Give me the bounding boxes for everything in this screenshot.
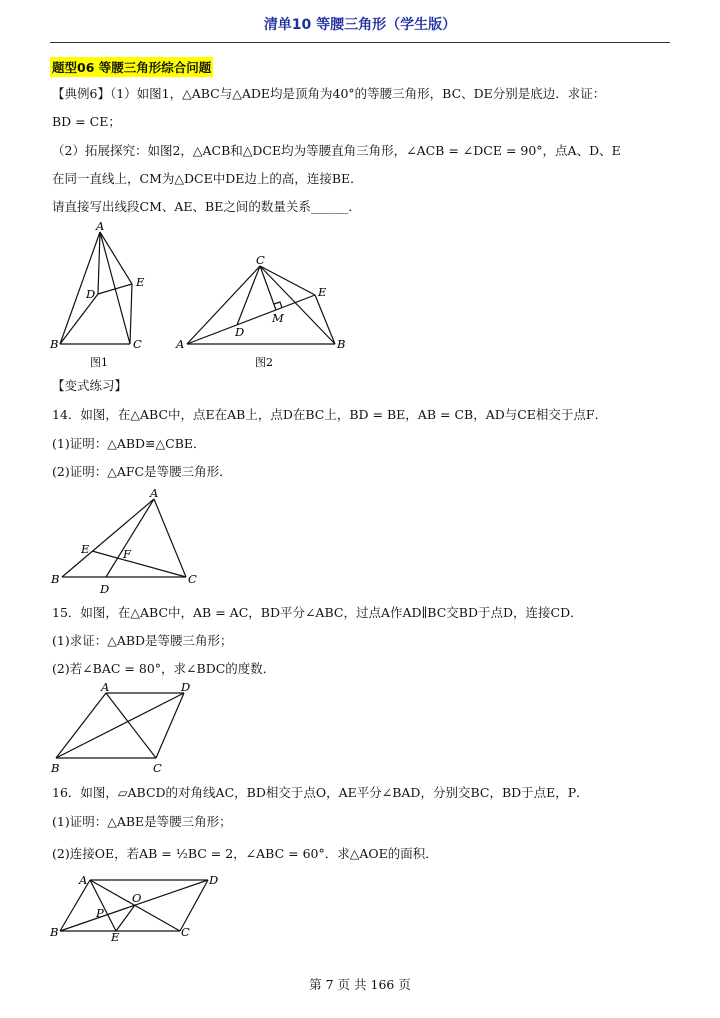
label-B: B	[51, 761, 60, 775]
edge-AB	[62, 499, 154, 577]
q15-part-2: (2)若∠BAC = 80°，求∠BDC的度数．	[52, 661, 276, 676]
label-E: E	[136, 275, 145, 289]
header-divider	[50, 42, 670, 43]
figure-1	[50, 220, 160, 370]
q15-part-1: (1)求证：△ABD是等腰三角形；	[52, 633, 233, 648]
label-E: E	[318, 285, 327, 299]
edge-AC	[154, 499, 186, 577]
label-D: D	[181, 680, 191, 694]
q16-stem: 16．如图，▱ABCD的对角线AC，BD相交于点O，AE平分∠BAD，分别交BC，BD于点E，P．	[52, 785, 589, 800]
example-text-1: （1）如图1，△ABC与△ADE均是顶角为40°的等腰三角形，BC、DE分别是底边．求证：	[109, 86, 606, 101]
label-D: D	[86, 287, 96, 301]
edge-DE	[98, 284, 132, 294]
edge-BD	[56, 693, 184, 758]
edge-AB	[56, 693, 106, 758]
example-label: 【典例6】	[52, 86, 110, 101]
edge-AC	[100, 232, 130, 344]
q15-figure	[50, 682, 210, 774]
edge-BD	[60, 294, 98, 344]
edge-AD	[106, 499, 154, 577]
example-line-5: 请直接写出线段CM、AE、BE之间的数量关系______．	[52, 199, 361, 214]
label-P: P	[96, 906, 104, 920]
page-header-title: 清单10 等腰三角形（学生版）	[263, 17, 457, 33]
label-O: O	[132, 891, 142, 905]
label-A: A	[79, 873, 88, 887]
edge-EB	[315, 295, 335, 344]
label-F: F	[123, 547, 131, 561]
label-B: B	[50, 337, 59, 351]
q15-stem: 15．如图，在△ABC中，AB = AC，BD平分∠ABC，过点A作AD∥BC交BD于点D，连接CD．	[52, 605, 583, 620]
label-B: B	[50, 925, 59, 939]
edge-CE	[130, 284, 132, 344]
figure-1-caption: 图1	[90, 356, 108, 369]
example-line-3: （2）拓展探究：如图2，△ACB和△DCE均为等腰直角三角形，∠ACB = ∠DCE = 90°，点A、D、E	[52, 143, 621, 158]
label-A: A	[101, 680, 110, 694]
q16-part-2: (2)连接OE，若AB = ½BC = 2，∠ABC = 60°．求△AOE的面积．	[52, 846, 438, 861]
figure-2-caption: 图2	[255, 356, 273, 369]
label-D: D	[100, 582, 110, 596]
edge-AE	[187, 295, 315, 344]
example-line-2: BD = CE；	[52, 114, 121, 129]
edge-CD	[237, 266, 260, 325]
label-A: A	[150, 486, 159, 500]
label-C: C	[153, 761, 162, 775]
label-E: E	[111, 930, 120, 944]
q14-figure	[50, 485, 210, 597]
q14-part-2: (2)证明：△AFC是等腰三角形．	[52, 464, 232, 479]
example-line-1	[52, 86, 605, 102]
label-C: C	[188, 572, 197, 586]
q16-part-1: (1)证明：△ABE是等腰三角形；	[52, 814, 232, 829]
q16-figure	[50, 870, 230, 942]
label-C: C	[181, 925, 190, 939]
edge-CE	[260, 266, 315, 295]
q14-stem: 14．如图，在△ABC中，点E在AB上，点D在BC上，BD = BE，AB = CB，AD与CE相交于点F．	[52, 407, 608, 422]
edge-CA	[187, 266, 260, 344]
label-A: A	[176, 337, 185, 351]
edge-CB	[260, 266, 335, 344]
q14-part-1: (1)证明：△ABD≌△CBE．	[52, 436, 206, 451]
label-C: C	[256, 253, 265, 267]
label-D: D	[209, 873, 219, 887]
edge-EC	[92, 551, 186, 577]
edge-DC	[156, 693, 184, 758]
label-M: M	[272, 311, 284, 325]
edge-AD	[98, 232, 100, 294]
section-title: 题型06 等腰三角形综合问题	[50, 57, 213, 77]
page-footer: 第 7 页 共 166 页	[309, 977, 411, 992]
label-D: D	[235, 325, 245, 339]
edge-AC	[106, 693, 156, 758]
edge-AE	[100, 232, 132, 284]
figure-2	[175, 252, 355, 372]
label-E: E	[81, 542, 90, 556]
practice-label: 【变式练习】	[52, 378, 128, 393]
label-B: B	[51, 572, 60, 586]
label-B: B	[337, 337, 346, 351]
label-A: A	[96, 219, 105, 233]
edge-AB	[60, 880, 90, 931]
example-line-4: 在同一直线上，CM为△DCE中DE边上的高，连接BE．	[52, 171, 363, 186]
label-C: C	[133, 337, 142, 351]
